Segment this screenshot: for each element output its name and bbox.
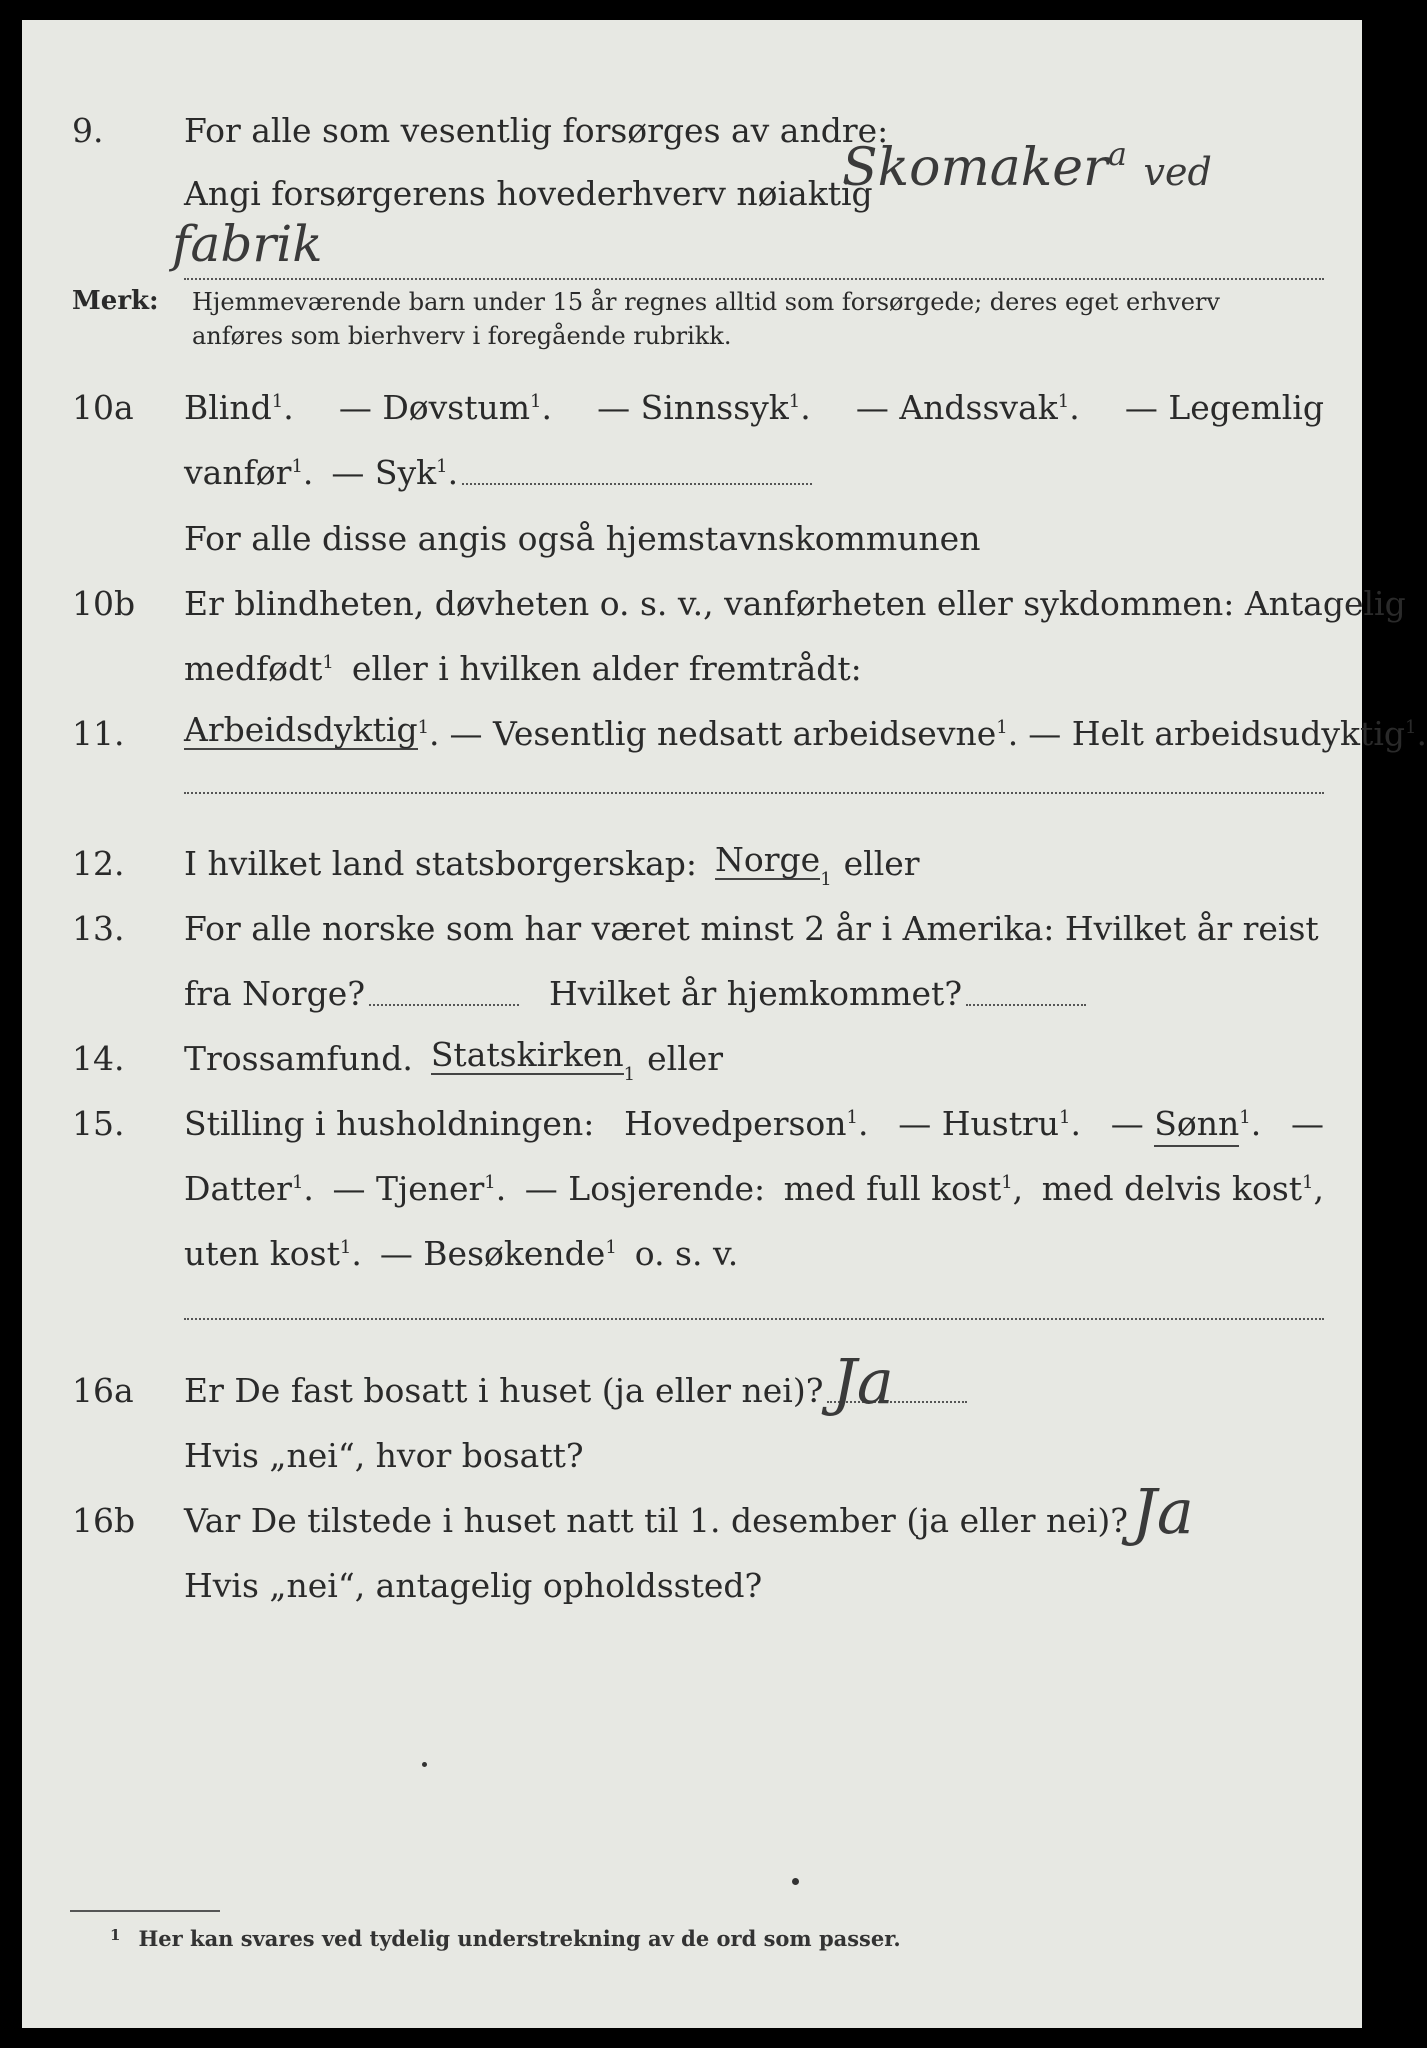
paper-speck-2 xyxy=(792,1878,799,1885)
q12-number: 12. xyxy=(72,844,125,883)
q16a-bosatt-label: Hvis „nei“, hvor bosatt? xyxy=(184,1436,584,1475)
q13-number: 13. xyxy=(72,909,125,948)
q14-statskirken[interactable]: Statskirken xyxy=(430,1035,624,1074)
q10a-syk[interactable]: — Syk$^1$. xyxy=(331,453,459,492)
q15-datter[interactable]: Datter$^1$. xyxy=(184,1169,314,1208)
q11-line-1: 11. Arbeidsdyktig $^1$. — Vesentlig nedsatt arbeidsevne$^1$. — Helt arbeidsudyktig$^1$. xyxy=(72,710,1427,753)
q15-dash: — xyxy=(1290,1104,1324,1143)
q10a-line-2 xyxy=(72,437,1324,497)
q15-tjener[interactable]: — Tjener$^1$. xyxy=(332,1169,507,1208)
q10b-question: Er blindheten, døvheten o. s. v., vanførheten eller sykdommen: Antagelig xyxy=(184,584,1406,623)
q10a-number: 10a xyxy=(72,388,134,427)
q15-hovedperson[interactable]: Hovedperson$^1$. xyxy=(624,1104,869,1143)
q15-full-kost[interactable]: med full kost$^1$, xyxy=(783,1169,1024,1208)
q16b-line-2 xyxy=(72,1550,1324,1610)
q16b-opholdssted-label: Hvis „nei“, antagelig opholdssted? xyxy=(184,1566,763,1605)
q10b-number: 10b xyxy=(72,584,136,623)
q15-losjerende: — Losjerende: xyxy=(524,1169,766,1208)
q16a-handwritten-answer: Ja xyxy=(832,1345,894,1418)
q10b-medfodt[interactable]: medfødt$^1$ xyxy=(184,649,334,688)
q15-osv: o. s. v. xyxy=(634,1234,739,1273)
q10a-hjemstavn-label: For alle disse angis også hjemstavnskommunen xyxy=(184,519,981,558)
q13-hjemkommet-label: Hvilket år hjemkommet? xyxy=(549,974,963,1013)
merk-text-2: anføres som bierhverv i foregående rubrikk. xyxy=(192,322,732,350)
q15-label: Stilling i husholdningen: xyxy=(184,1104,595,1143)
q11-number: 11. xyxy=(72,714,125,753)
q15-uten-kost[interactable]: uten kost$^1$. xyxy=(184,1234,362,1273)
q13-line-1 xyxy=(72,893,1324,953)
q10a-andssvak[interactable]: — Andssvak$^1$. xyxy=(855,388,1080,427)
q10b-alder-label: eller i hvilken alder fremtrådt: xyxy=(351,649,862,688)
q9-number: 9. xyxy=(72,111,104,150)
footnote-mark: 1 xyxy=(110,1926,121,1944)
q10a-sinnssyk[interactable]: — Sinnssyk$^1$. xyxy=(597,388,811,427)
q16a-question: Er De fast bosatt i huset (ja eller nei)? xyxy=(184,1371,824,1410)
q10b-line-2 xyxy=(72,633,1324,693)
footnote-rule xyxy=(70,1910,220,1912)
q10a-blind[interactable]: Blind$^1$. xyxy=(184,388,294,427)
q12-line-1: 12. I hvilket land statsborgerskap: Norge 1 eller xyxy=(72,840,920,890)
q15-line-3 xyxy=(72,1218,1324,1278)
q13-reist-label: fra Norge? xyxy=(184,974,366,1013)
q10a-legemlig[interactable]: — Legemlig xyxy=(1124,388,1324,427)
q9-question: For alle som vesentlig forsørges av andre: xyxy=(184,111,889,150)
q9-question-2: Angi forsørgerens hovederhverv nøiaktig xyxy=(184,174,873,213)
footnote xyxy=(110,1926,901,1951)
q16b-number: 16b xyxy=(72,1501,136,1540)
q16a-line-1 xyxy=(72,1355,1324,1415)
q14-number: 14. xyxy=(72,1039,125,1078)
q12-norge[interactable]: Norge xyxy=(715,840,821,879)
q13-line-2 xyxy=(72,958,1324,1018)
q12-question: I hvilket land statsborgerskap: xyxy=(184,844,698,883)
q10a-line-3 xyxy=(72,503,1324,563)
q15-line-2 xyxy=(72,1153,1324,1213)
q12-eller: eller xyxy=(843,844,920,883)
q10a-syk-answer-line[interactable] xyxy=(462,483,812,485)
q11-udyktig[interactable]: — Helt arbeidsudyktig$^1$. xyxy=(1028,714,1427,753)
q13-question: For alle norske som har været minst 2 år i Amerika: Hvilket år reist xyxy=(184,909,1319,948)
q10a-vanfor[interactable]: vanfør$^1$. xyxy=(184,453,314,492)
merk-line-2 xyxy=(72,312,1324,356)
q15-number: 15. xyxy=(72,1104,125,1143)
merk-text-1: Hjemmeværende barn under 15 år regnes alltid som forsørgede; deres eget erhverv xyxy=(192,288,1220,316)
q10a-dovstum[interactable]: — Døvstum$^1$. xyxy=(338,388,552,427)
q16a-number: 16a xyxy=(72,1371,134,1410)
q11-nedsatt[interactable]: — Vesentlig nedsatt arbeidsevne$^1$. xyxy=(449,714,1019,753)
q15-besokende[interactable]: — Besøkende$^1$ xyxy=(379,1234,617,1273)
q15-answer-line-2[interactable] xyxy=(184,1318,1324,1320)
q16b-handwritten-answer: Ja xyxy=(1132,1475,1194,1548)
q14-line-1: 14. Trossamfund. Statskirken 1 eller xyxy=(72,1035,724,1085)
paper-speck xyxy=(422,1762,427,1767)
q15-line-1 xyxy=(72,1088,1324,1148)
q13-reist-answer-line[interactable] xyxy=(369,1004,519,1006)
q16b-question: Var De tilstede i huset natt til 1. desember (ja eller nei)? xyxy=(184,1501,1128,1540)
q9-handwritten-answer: Skomaker$^a$ ved xyxy=(842,135,1212,198)
q11-answer-line[interactable] xyxy=(184,792,1324,794)
q16a-line-2 xyxy=(72,1420,1324,1480)
q10a-line-1 xyxy=(72,372,1324,432)
q13-hjemkommet-answer-line[interactable] xyxy=(966,1004,1086,1006)
merk-label: Merk: xyxy=(72,286,159,316)
q14-label: Trossamfund. xyxy=(184,1039,413,1078)
q11-arbeidsdyktig[interactable]: Arbeidsdyktig xyxy=(184,710,418,749)
q15-hustru[interactable]: — Hustru$^1$. xyxy=(898,1104,1081,1143)
q14-eller: eller xyxy=(647,1039,724,1078)
census-form-page xyxy=(22,20,1427,2028)
q15-delvis-kost[interactable]: med delvis kost$^1$, xyxy=(1041,1169,1324,1208)
q9-handwritten-answer-2: fabrik xyxy=(172,215,323,273)
footnote-text: Her kan svares ved tydelig understrekning av de ord som passer. xyxy=(138,1926,901,1951)
q10b-line-1 xyxy=(72,568,1406,628)
q15-sonn[interactable]: — Sønn$^1$. xyxy=(1111,1107,1261,1140)
